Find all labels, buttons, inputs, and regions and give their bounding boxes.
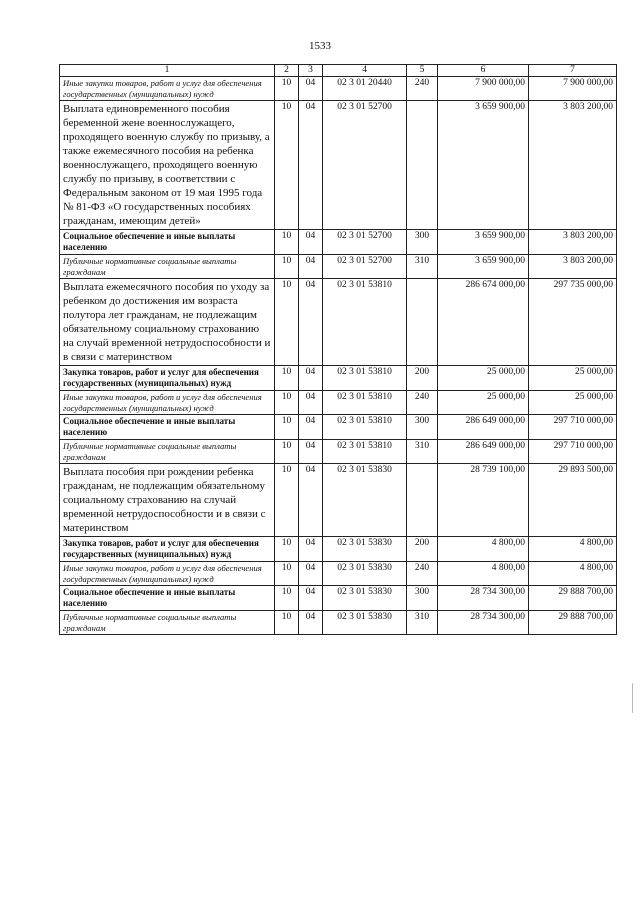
row-amount-year1: 25 000,00 xyxy=(438,391,529,415)
row-expense-type: 240 xyxy=(407,562,438,586)
row-target-code: 02 3 01 53830 xyxy=(323,611,407,635)
table-row xyxy=(60,391,617,415)
row-amount-year1: 28 734 300,00 xyxy=(438,611,529,635)
table-row xyxy=(60,611,617,635)
row-amount-year1: 25 000,00 xyxy=(438,366,529,391)
row-subsection: 04 xyxy=(299,255,323,279)
row-name: Закупка товаров, работ и услуг для обеспечения государственных (муниципальных) нужд xyxy=(60,537,275,562)
table-row xyxy=(60,415,617,440)
row-name: Публичные нормативные социальные выплаты гражданам xyxy=(60,440,275,464)
table-row xyxy=(60,366,617,391)
row-amount-year1: 3 659 900,00 xyxy=(438,255,529,279)
row-section: 10 xyxy=(275,279,299,366)
row-subsection: 04 xyxy=(299,562,323,586)
row-expense-type xyxy=(407,279,438,366)
row-name: Иные закупки товаров, работ и услуг для обеспечения государственных (муниципальных) нужд xyxy=(60,391,275,415)
row-expense-type: 300 xyxy=(407,586,438,611)
row-target-code: 02 3 01 52700 xyxy=(323,101,407,230)
row-section: 10 xyxy=(275,366,299,391)
row-amount-year2: 3 803 200,00 xyxy=(529,255,617,279)
table-header-row xyxy=(60,65,617,77)
row-expense-type: 310 xyxy=(407,611,438,635)
row-target-code: 02 3 01 53830 xyxy=(323,586,407,611)
row-target-code: 02 3 01 53830 xyxy=(323,537,407,562)
row-section: 10 xyxy=(275,464,299,537)
row-amount-year2: 25 000,00 xyxy=(529,366,617,391)
row-name: Публичные нормативные социальные выплаты гражданам xyxy=(60,611,275,635)
header-col-5: 5 xyxy=(407,65,438,77)
row-section: 10 xyxy=(275,611,299,635)
row-name: Социальное обеспечение и иные выплаты населению xyxy=(60,230,275,255)
row-amount-year1: 28 739 100,00 xyxy=(438,464,529,537)
row-amount-year1: 3 659 900,00 xyxy=(438,101,529,230)
page-number: 1533 xyxy=(309,40,331,52)
row-expense-type: 300 xyxy=(407,230,438,255)
row-section: 10 xyxy=(275,562,299,586)
header-col-7: 7 xyxy=(529,65,617,77)
table-row xyxy=(60,230,617,255)
row-amount-year1: 4 800,00 xyxy=(438,537,529,562)
row-name: Иные закупки товаров, работ и услуг для обеспечения государственных (муниципальных) нужд xyxy=(60,77,275,101)
header-col-3: 3 xyxy=(299,65,323,77)
row-subsection: 04 xyxy=(299,611,323,635)
row-amount-year1: 7 900 000,00 xyxy=(438,77,529,101)
row-section: 10 xyxy=(275,101,299,230)
row-expense-type: 300 xyxy=(407,415,438,440)
row-amount-year2: 29 888 700,00 xyxy=(529,586,617,611)
row-amount-year1: 28 734 300,00 xyxy=(438,586,529,611)
table-row xyxy=(60,586,617,611)
row-amount-year2: 25 000,00 xyxy=(529,391,617,415)
row-amount-year2: 4 800,00 xyxy=(529,562,617,586)
row-target-code: 02 3 01 53830 xyxy=(323,464,407,537)
row-target-code: 02 3 01 52700 xyxy=(323,255,407,279)
row-subsection: 04 xyxy=(299,537,323,562)
row-amount-year2: 29 888 700,00 xyxy=(529,611,617,635)
row-subsection: 04 xyxy=(299,415,323,440)
row-amount-year1: 3 659 900,00 xyxy=(438,230,529,255)
row-section: 10 xyxy=(275,391,299,415)
row-amount-year2: 29 893 500,00 xyxy=(529,464,617,537)
row-section: 10 xyxy=(275,415,299,440)
row-target-code: 02 3 01 53810 xyxy=(323,440,407,464)
table-row xyxy=(60,562,617,586)
row-name: Закупка товаров, работ и услуг для обеспечения государственных (муниципальных) нужд xyxy=(60,366,275,391)
row-name: Публичные нормативные социальные выплаты гражданам xyxy=(60,255,275,279)
row-amount-year1: 286 649 000,00 xyxy=(438,440,529,464)
row-subsection: 04 xyxy=(299,464,323,537)
row-section: 10 xyxy=(275,537,299,562)
row-name: Выплата пособия при рождении ребенка гражданам, не подлежащим обязательному социальному страхованию на случай временной нетрудоспособности и в связи с материнством xyxy=(60,464,275,537)
row-name: Иные закупки товаров, работ и услуг для обеспечения государственных (муниципальных) нужд xyxy=(60,562,275,586)
row-subsection: 04 xyxy=(299,279,323,366)
table-row xyxy=(60,101,617,230)
row-name: Социальное обеспечение и иные выплаты населению xyxy=(60,586,275,611)
budget-table xyxy=(59,64,617,635)
table-row xyxy=(60,464,617,537)
row-target-code: 02 3 01 53830 xyxy=(323,562,407,586)
row-subsection: 04 xyxy=(299,101,323,230)
row-expense-type xyxy=(407,101,438,230)
margin-mark xyxy=(632,683,636,713)
row-target-code: 02 3 01 52700 xyxy=(323,230,407,255)
row-subsection: 04 xyxy=(299,391,323,415)
row-section: 10 xyxy=(275,230,299,255)
table-row xyxy=(60,440,617,464)
header-col-2: 2 xyxy=(275,65,299,77)
row-amount-year1: 286 674 000,00 xyxy=(438,279,529,366)
row-target-code: 02 3 01 53810 xyxy=(323,366,407,391)
row-expense-type: 200 xyxy=(407,537,438,562)
row-expense-type: 200 xyxy=(407,366,438,391)
header-col-6: 6 xyxy=(438,65,529,77)
row-expense-type: 310 xyxy=(407,255,438,279)
table-row xyxy=(60,255,617,279)
row-name: Выплата единовременного пособия беременной жене военнослужащего, проходящего военную службу по призыву, а также ежемесячного пособия на ребенка военнослужащего, проходящего военную службу по призыву, в соответствии с Федеральным законом от 19 мая 1995 года № 81-ФЗ «О государственных пособиях гражданам, имеющим детей» xyxy=(60,101,275,230)
row-subsection: 04 xyxy=(299,366,323,391)
row-subsection: 04 xyxy=(299,230,323,255)
row-subsection: 04 xyxy=(299,440,323,464)
row-expense-type xyxy=(407,464,438,537)
row-amount-year2: 4 800,00 xyxy=(529,537,617,562)
row-amount-year1: 286 649 000,00 xyxy=(438,415,529,440)
row-name: Социальное обеспечение и иные выплаты населению xyxy=(60,415,275,440)
row-section: 10 xyxy=(275,77,299,101)
table-row xyxy=(60,537,617,562)
row-amount-year2: 3 803 200,00 xyxy=(529,230,617,255)
row-section: 10 xyxy=(275,440,299,464)
row-section: 10 xyxy=(275,255,299,279)
header-col-4: 4 xyxy=(323,65,407,77)
row-expense-type: 240 xyxy=(407,77,438,101)
row-subsection: 04 xyxy=(299,77,323,101)
header-col-1: 1 xyxy=(60,65,275,77)
table-row xyxy=(60,77,617,101)
row-expense-type: 310 xyxy=(407,440,438,464)
row-amount-year2: 297 735 000,00 xyxy=(529,279,617,366)
row-target-code: 02 3 01 53810 xyxy=(323,415,407,440)
row-target-code: 02 3 01 53810 xyxy=(323,391,407,415)
row-amount-year2: 7 900 000,00 xyxy=(529,77,617,101)
row-amount-year2: 297 710 000,00 xyxy=(529,440,617,464)
row-amount-year2: 3 803 200,00 xyxy=(529,101,617,230)
row-amount-year2: 297 710 000,00 xyxy=(529,415,617,440)
row-amount-year1: 4 800,00 xyxy=(438,562,529,586)
row-target-code: 02 3 01 20440 xyxy=(323,77,407,101)
table-row xyxy=(60,279,617,366)
row-name: Выплата ежемесячного пособия по уходу за ребенком до достижения им возраста полутора лет гражданам, не подлежащим обязательному социальному страхованию на случай временной нетрудоспособности и в связи с материнством xyxy=(60,279,275,366)
row-subsection: 04 xyxy=(299,586,323,611)
row-target-code: 02 3 01 53810 xyxy=(323,279,407,366)
row-expense-type: 240 xyxy=(407,391,438,415)
row-section: 10 xyxy=(275,586,299,611)
